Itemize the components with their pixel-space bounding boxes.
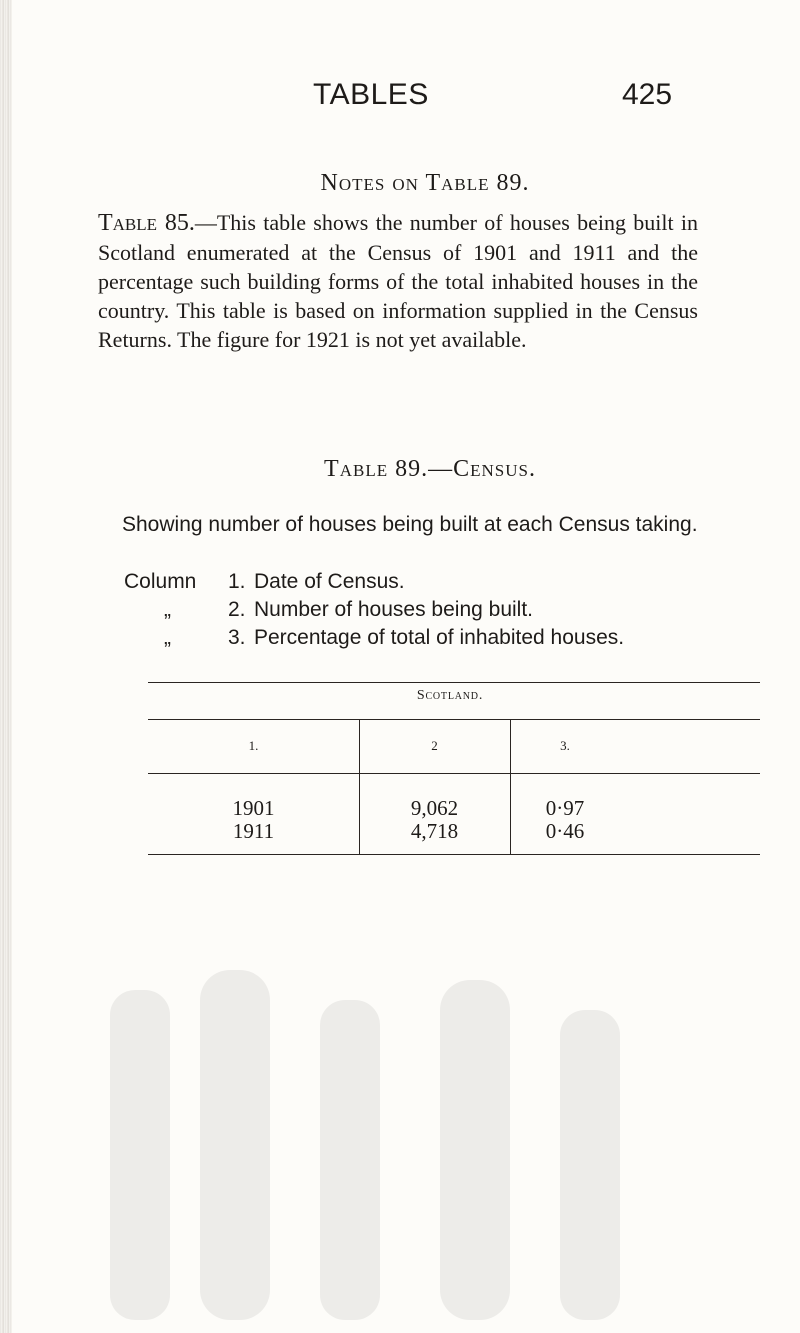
notes-paragraph-lead: Table 85. [98, 210, 195, 236]
table-cell-year: 1911 [232, 819, 275, 843]
notes-paragraph [98, 208, 698, 354]
table-cell-year: 1901 [232, 796, 275, 820]
show-through-figure [200, 970, 270, 1320]
table-header-top-rule [148, 719, 760, 720]
column-legend-prefix: „ [164, 626, 171, 649]
column-legend [124, 568, 704, 652]
column-legend-prefix: „ [164, 598, 171, 621]
table-description: Showing number of houses being built at each Census taking. [122, 513, 698, 536]
column-legend-number: 2. [228, 598, 246, 621]
column-legend-description: Date of Census. [254, 570, 405, 593]
table-region-label: Scotland. [416, 688, 484, 703]
column-legend-number: 1. [228, 570, 246, 593]
table-cell-percent: 0·97 [545, 796, 585, 820]
column-legend-item [124, 568, 704, 596]
table-top-rule [148, 682, 760, 683]
page-number: 425 [622, 78, 673, 111]
column-legend-number: 3. [228, 626, 246, 649]
show-through-figure [560, 1010, 620, 1320]
table-header-cell: 1. [248, 738, 259, 753]
column-legend-item [124, 624, 704, 652]
column-legend-item [124, 596, 704, 624]
running-head-title: TABLES [313, 78, 429, 111]
table-header-bottom-rule [148, 773, 760, 774]
table-bottom-rule [148, 854, 760, 855]
show-through-figure [320, 1000, 380, 1320]
table-cell-percent: 0·46 [545, 819, 585, 843]
show-through-figure [440, 980, 510, 1320]
show-through-figure [110, 990, 170, 1320]
notes-paragraph-body: —This table shows the number of houses being built in Scotland enumerated at the Census of 1901 and 1911 and the percentage such building forms of the total inhabited houses in the country. This table is based on information supplied in the Census Returns. The figure for 1921 is not yet available. [98, 210, 698, 352]
show-through-figures [0, 950, 800, 1333]
column-legend-description: Percentage of total of inhabited houses. [254, 626, 625, 649]
table-header-cell: 2 [431, 738, 438, 753]
column-legend-prefix: Column [124, 570, 197, 593]
running-head [0, 78, 800, 118]
table-header-cell: 3. [560, 738, 570, 753]
table-cell-houses: 4,718 [410, 819, 459, 843]
table-cell-houses: 9,062 [410, 796, 459, 820]
notes-heading: Notes on Table 89. [320, 170, 530, 196]
column-legend-description: Number of houses being built. [254, 598, 533, 621]
table-heading: Table 89.—Census. [324, 456, 536, 482]
